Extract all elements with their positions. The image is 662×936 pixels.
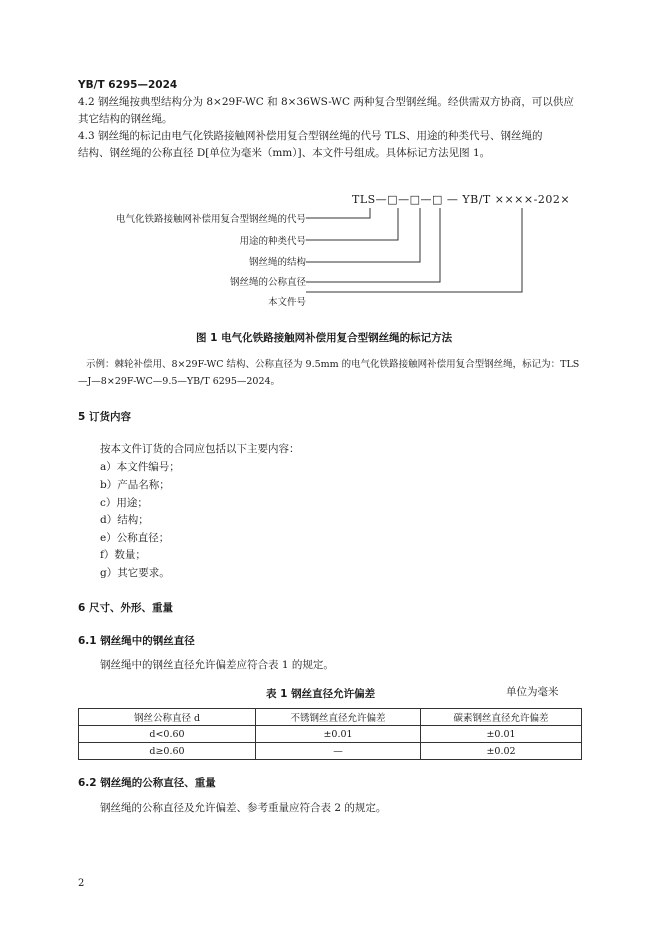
table-row: [79, 743, 582, 760]
order-item: d）结构；: [100, 514, 149, 526]
figure-1-label-structure: 钢丝绳的结构: [248, 257, 306, 268]
figure-1-mark-format: TLS—□—□—□ — YB/T ××××-202×: [352, 193, 571, 206]
order-item: g）其它要求。: [100, 567, 170, 579]
table-row: [79, 726, 582, 743]
table-cell: d≥0.60: [79, 743, 256, 760]
document-code-header: YB/T 6295—2024: [78, 79, 178, 91]
table-cell: ±0.02: [421, 743, 582, 760]
section-6-2-heading: 6.2 钢丝绳的公称直径、重量: [78, 777, 216, 789]
example-line-1: 示例：棘轮补偿用、8×29F-WC 结构、公称直径为 9.5mm 的电气化铁路接触网补偿用复合型钢丝绳，标记为：TLS: [86, 359, 580, 370]
section-6-1-text: 钢丝绳中的钢丝直径允许偏差应符合表 1 的规定。: [100, 659, 334, 671]
leader-line-usage: [306, 208, 398, 240]
table-header-cell: 钢丝公称直径 d: [79, 709, 256, 726]
leader-line-document: [306, 208, 522, 292]
figure-1-label-document: 本文件号: [267, 297, 306, 308]
order-item: a）本文件编号；: [100, 461, 180, 473]
table-header-row: [79, 709, 582, 726]
section-4-2-line-1: 4.2 钢丝绳按典型结构分为 8×29F-WC 和 8×36WS-WC 两种复合型钢丝绳。经供需双方协商，可以供应: [78, 96, 574, 108]
figure-1-label-code: 电气化铁路接触网补偿用复合型钢丝绳的代号: [115, 214, 306, 225]
table-cell: ±0.01: [256, 726, 421, 743]
table-header-cell: 碳素钢丝直径允许偏差: [421, 709, 582, 726]
section-6-heading: 6 尺寸、外形、重量: [78, 602, 173, 614]
table-1-title: 表 1 钢丝直径允许偏差: [266, 688, 376, 700]
table-header-cell: 不锈钢丝直径允许偏差: [256, 709, 421, 726]
section-5-intro: 按本文件订货的合同应包括以下主要内容：: [100, 443, 300, 455]
section-6-1-heading: 6.1 钢丝绳中的钢丝直径: [78, 635, 195, 647]
table-cell: ±0.01: [421, 726, 582, 743]
leader-line-structure: [306, 208, 420, 262]
figure-1-caption: 图 1 电气化铁路接触网补偿用复合型钢丝绳的标记方法: [196, 332, 453, 344]
section-4-2-line-2: 其它结构的钢丝绳。: [78, 113, 173, 125]
figure-1-label-diameter: 钢丝绳的公称直径: [229, 277, 306, 288]
figure-1-label-usage: 用途的种类代号: [239, 236, 306, 247]
order-item: b）产品名称；: [100, 479, 170, 491]
order-item: e）公称直径；: [100, 532, 170, 544]
order-item: f）数量；: [100, 549, 146, 561]
table-1: [78, 708, 582, 760]
section-4-3-line-2: 结构、钢丝绳的公称直径 D[单位为毫米（mm）]、本文件号组成。具体标记方法见图 1。: [78, 147, 491, 159]
page-number: 2: [78, 878, 85, 889]
section-5-heading: 5 订货内容: [78, 411, 131, 423]
order-item: c）用途；: [100, 497, 148, 509]
figure-1-leader-lines: [0, 0, 662, 320]
example-line-2: —J—8×29F-WC—9.5—YB/T 6295—2024。: [78, 376, 281, 387]
leader-line-code: [306, 208, 370, 218]
table-cell: —: [256, 743, 421, 760]
table-cell: d<0.60: [79, 726, 256, 743]
section-4-3-line-1: 4.3 钢丝绳的标记由电气化铁路接触网补偿用复合型钢丝绳的代号 TLS、用途的种类代号、钢丝绳的: [78, 130, 543, 142]
section-6-2-text: 钢丝绳的公称直径及允许偏差、参考重量应符合表 2 的规定。: [100, 802, 387, 814]
table-1-unit: 单位为毫米: [506, 686, 559, 698]
